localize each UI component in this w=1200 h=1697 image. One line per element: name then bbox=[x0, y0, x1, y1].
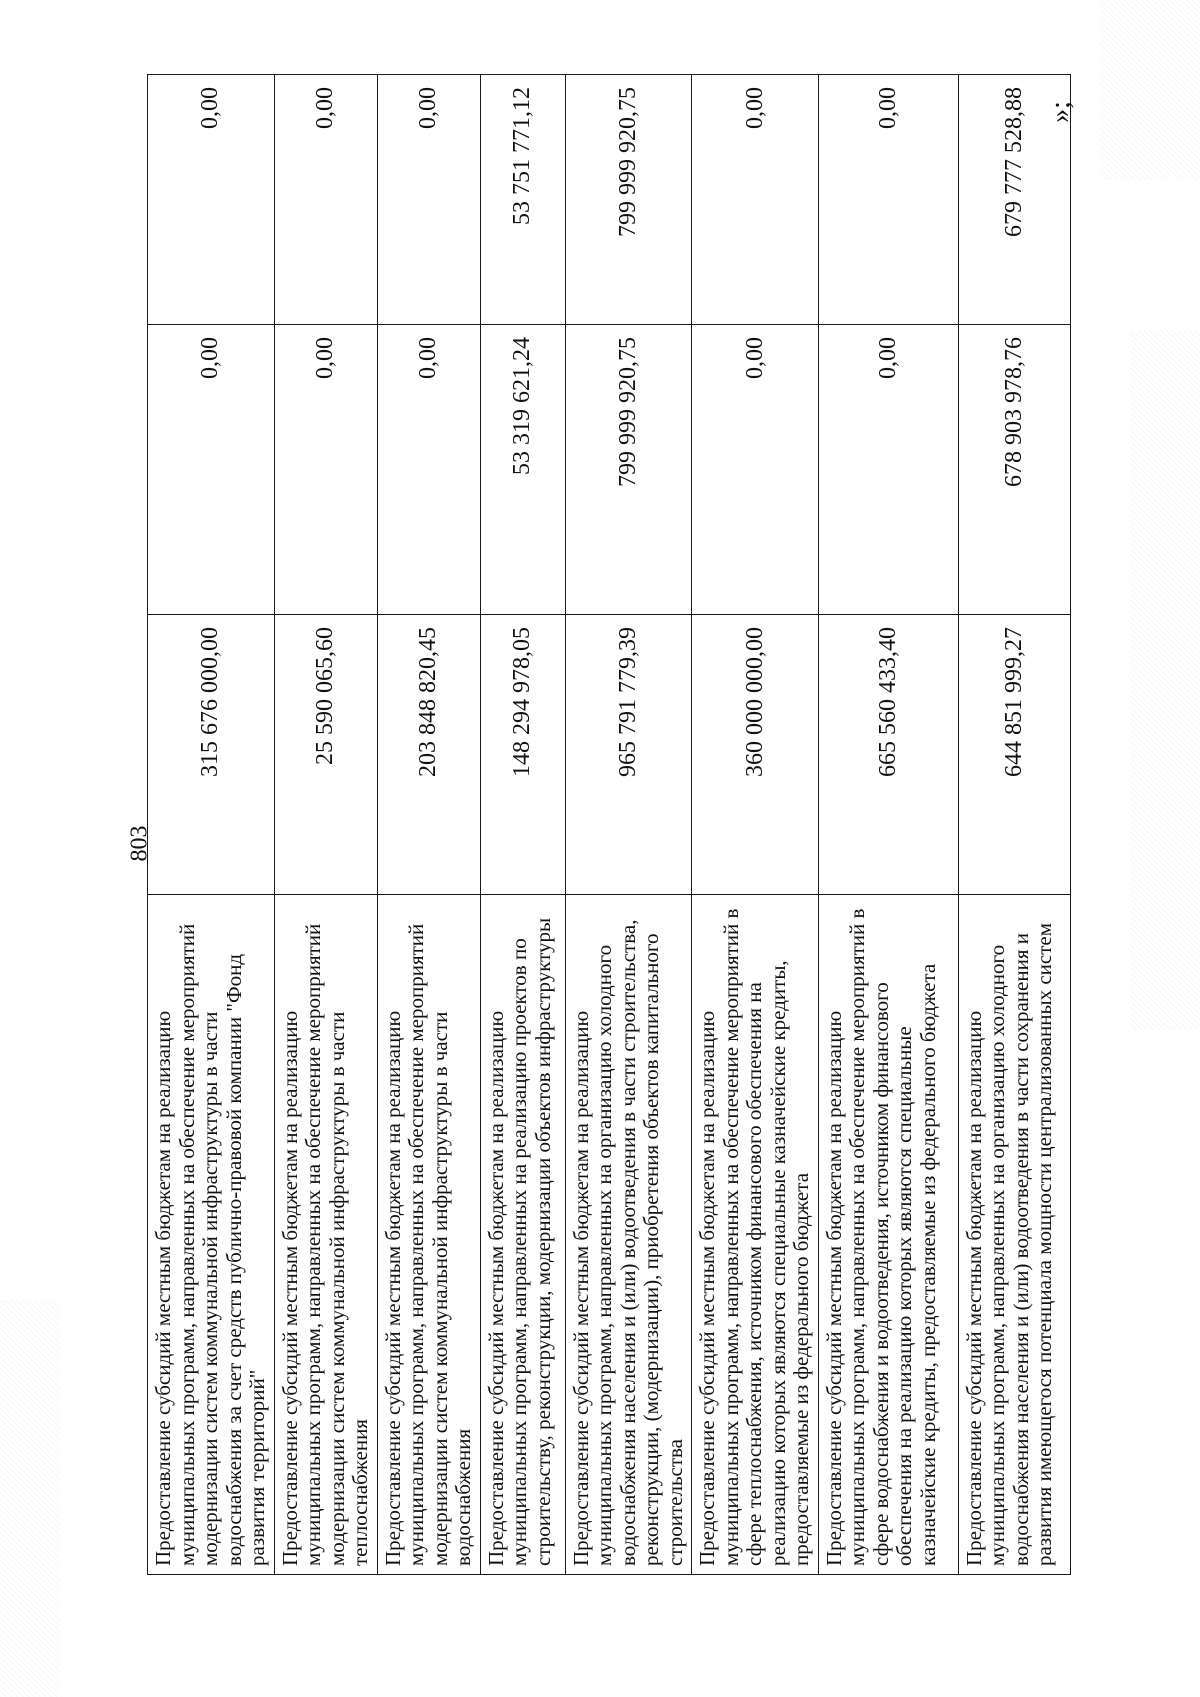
row-value-col4: 0,00 bbox=[818, 75, 958, 325]
row-value-col3: 0,00 bbox=[148, 325, 275, 615]
row-value-col4: 799 999 920,75 bbox=[565, 75, 692, 325]
scan-noise-top-right bbox=[1100, 0, 1200, 180]
row-value-col3: 53 319 621,24 bbox=[480, 325, 565, 615]
row-value-col3: 0,00 bbox=[377, 325, 480, 615]
table-row bbox=[274, 75, 377, 1575]
scan-noise-left-edge bbox=[0, 1300, 60, 1697]
row-value-col2: 315 676 000,00 bbox=[148, 615, 275, 895]
row-value-col4: 0,00 bbox=[148, 75, 275, 325]
row-value-col2: 665 560 433,40 bbox=[818, 615, 958, 895]
table-row bbox=[148, 75, 275, 1575]
row-value-col3: 0,00 bbox=[274, 325, 377, 615]
table-row bbox=[818, 75, 958, 1575]
row-description: Предоставление субсидий местным бюджетам на реализацию муниципальных программ, направленных на обеспечение мероприятий в сфере водоснабжения и водоотведения, источником финансового обеспечения на реализацию которых являются специальные казначейские кредиты, предоставляемые из федерального бюджета bbox=[818, 895, 958, 1575]
row-description: Предоставление субсидий местным бюджетам на реализацию муниципальных программ, направленных на организацию холодного водоснабжения населения и (или) водоотведения в части строительства, реконструкции, (модернизации), приобретения объектов капитального строительства bbox=[565, 895, 692, 1575]
row-value-col2: 360 000 000,00 bbox=[692, 615, 819, 895]
row-value-col4: 53 751 771,12 bbox=[480, 75, 565, 325]
row-description: Предоставление субсидий местным бюджетам на реализацию муниципальных программ, направленных на обеспечение мероприятий модернизации систем коммунальной инфраструктуры в части водоснабжения bbox=[377, 895, 480, 1575]
row-value-col3: 678 903 978,76 bbox=[958, 325, 1070, 615]
row-description: Предоставление субсидий местным бюджетам на реализацию муниципальных программ, направленных на реализацию проектов по строительству, реконструкции, модернизации объектов инфраструктуры bbox=[480, 895, 565, 1575]
row-value-col4: 0,00 bbox=[692, 75, 819, 325]
row-description: Предоставление субсидий местным бюджетам на реализацию муниципальных программ, направленных на организацию холодного водоснабжения населения и (или) водоотведения в части сохранения и развития имеющегося потенциала мощности централизованных систем bbox=[958, 895, 1070, 1575]
row-value-col3: 0,00 bbox=[818, 325, 958, 615]
row-value-col2: 644 851 999,27 bbox=[958, 615, 1070, 895]
row-description: Предоставление субсидий местным бюджетам на реализацию муниципальных программ, направленных на обеспечение мероприятий в сфере теплоснабжения, источником финансового обеспечения на реализацию которых являются специальные казначейские кредиты, предоставляемые из федерального бюджета bbox=[692, 895, 819, 1575]
row-value-col3: 799 999 920,75 bbox=[565, 325, 692, 615]
row-value-col2: 25 590 065,60 bbox=[274, 615, 377, 895]
closing-quote-mark: »; bbox=[1044, 101, 1076, 123]
row-value-col4: 679 777 528,88 bbox=[958, 75, 1070, 325]
row-value-col2: 203 848 820,45 bbox=[377, 615, 480, 895]
table-row bbox=[565, 75, 692, 1575]
table-row bbox=[692, 75, 819, 1575]
table-row bbox=[480, 75, 565, 1575]
row-description: Предоставление субсидий местным бюджетам на реализацию муниципальных программ, направленных на обеспечение мероприятий модернизации систем коммунальной инфраструктуры в части теплоснабжения bbox=[274, 895, 377, 1575]
table-row bbox=[958, 75, 1070, 1575]
budget-subsidies-table bbox=[147, 74, 1071, 1575]
row-value-col2: 148 294 978,05 bbox=[480, 615, 565, 895]
row-description: Предоставление субсидий местным бюджетам на реализацию муниципальных программ, направленных на обеспечение мероприятий модернизации систем коммунальной инфраструктуры в части водоснабжения за счет средств публично-правовой компании "Фонд развития территорий" bbox=[148, 895, 275, 1575]
row-value-col2: 965 791 779,39 bbox=[565, 615, 692, 895]
page-number: 803 bbox=[126, 825, 153, 862]
table-row bbox=[377, 75, 480, 1575]
rotated-table-container bbox=[147, 75, 1056, 1575]
row-value-col3: 0,00 bbox=[692, 325, 819, 615]
row-value-col4: 0,00 bbox=[274, 75, 377, 325]
row-value-col4: 0,00 bbox=[377, 75, 480, 325]
scan-noise-right-edge bbox=[1130, 330, 1200, 1030]
